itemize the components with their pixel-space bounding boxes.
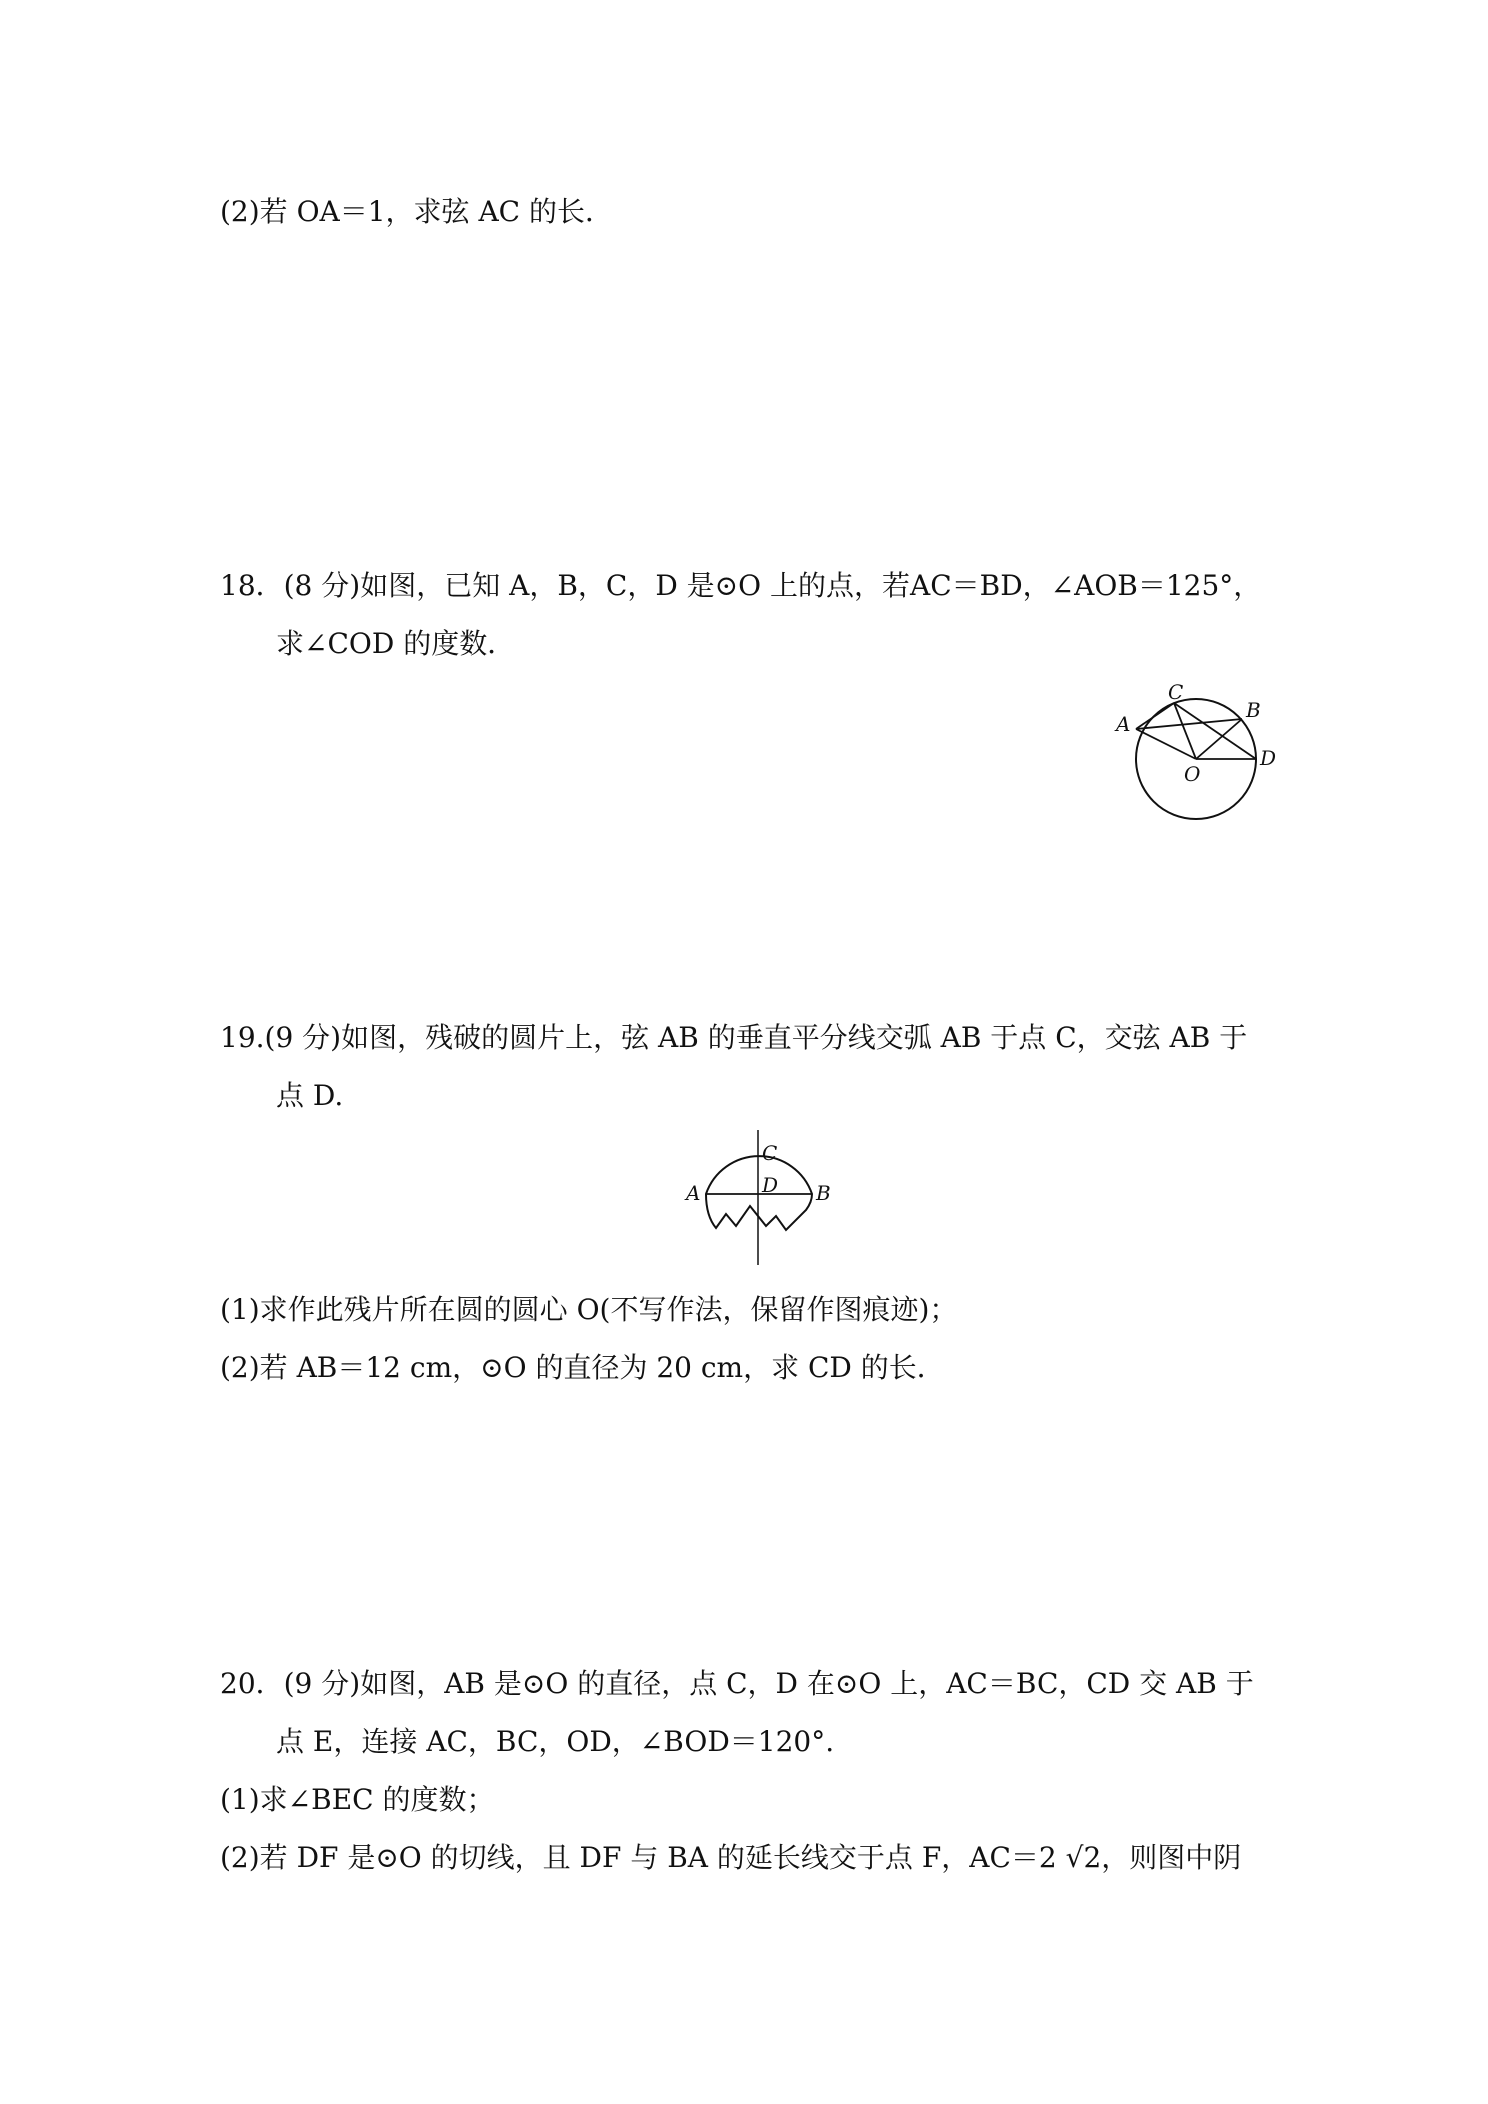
problem-19-part-2: (2)若 AB＝12 cm，⊙O 的直径为 20 cm，求 CD 的长． [220,1351,945,1384]
segment-oa [1136,729,1196,759]
problem-20-line-1: 20．(9 分)如图，AB 是⊙O 的直径，点 C，D 在⊙O 上，AC＝BC，CD 交 AB 于 [220,1667,1254,1700]
label-d: D [762,1173,779,1197]
problem-17-part-2: (2)若 OA＝1，求弦 AC 的长． [220,195,613,228]
problem-19-part-1: (1)求作此残片所在圆的圆心 O(不写作法，保留作图痕迹)； [220,1293,958,1326]
problem-18-line-1: 18．(8 分)如图，已知 A，B，C，D 是⊙O 上的点，若AC＝BD，∠AOB＝125°， [220,569,1262,602]
figure-18-circle-diagram [1116,680,1290,825]
problem-20-part-2: (2)若 DF 是⊙O 的切线，且 DF 与 BA 的延长线交于点 F，AC＝2 √2，则图中阴 [220,1841,1242,1874]
label-b: B [1246,698,1261,722]
broken-disk-outline [706,1156,812,1230]
label-c: C [1168,680,1184,704]
label-c: C [762,1141,778,1165]
segment-cd [1174,703,1256,759]
problem-18-line-2: 求∠COD 的度数． [276,627,516,660]
label-b: B [816,1181,831,1205]
label-d: D [1260,746,1277,770]
segment-ab [1136,719,1242,729]
problem-19-line-2: 点 D. [276,1079,344,1112]
problem-20-part-1: (1)求∠BEC 的度数； [220,1783,495,1816]
problem-20-line-2: 点 E，连接 AC，BC，OD，∠BOD＝120°. [276,1725,835,1758]
label-a: A [1116,712,1131,736]
label-a: A [686,1181,701,1205]
figure-19-broken-disk-diagram [680,1130,840,1270]
problem-19-line-1: 19.(9 分)如图，残破的圆片上，弦 AB 的垂直平分线交弧 AB 于点 C，交弦 AB 于 [220,1021,1248,1054]
segment-ob [1196,719,1242,759]
label-o: O [1184,762,1201,786]
